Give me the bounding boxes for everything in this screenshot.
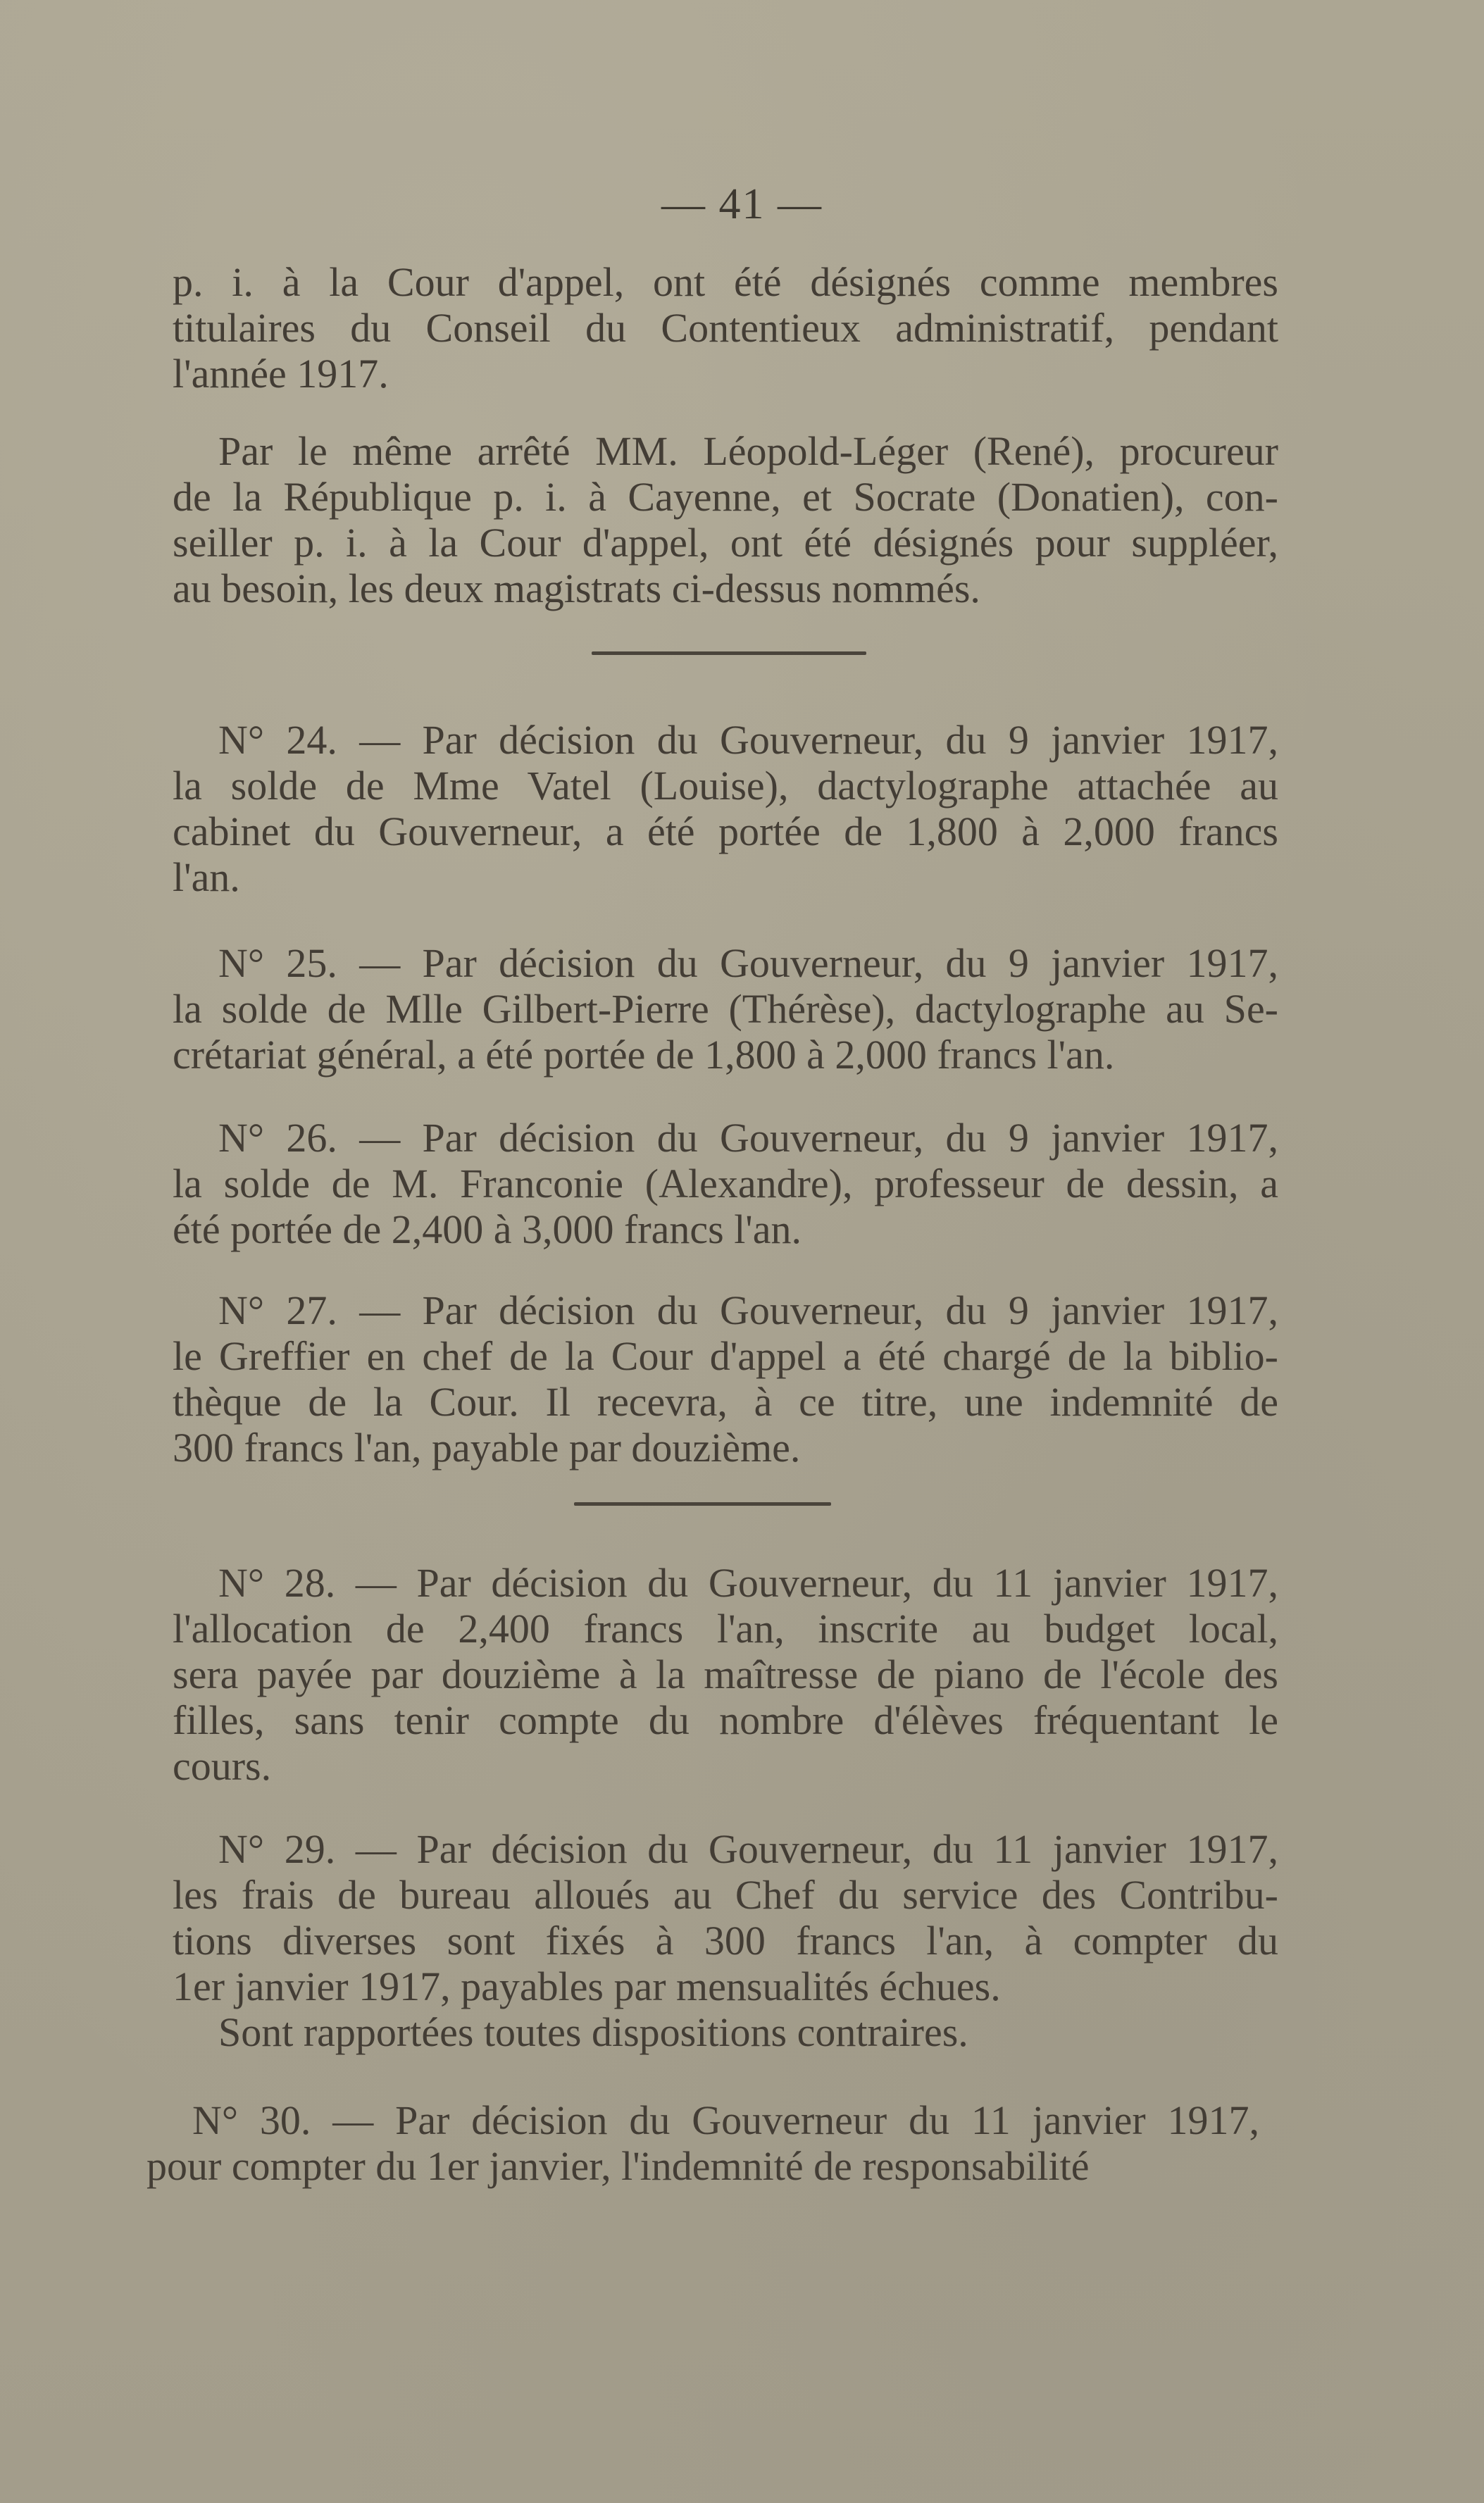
decision-28	[173, 1560, 1278, 1789]
paragraph-2	[173, 428, 1278, 611]
paragraph-line: tions diverses sont fixés à 300 francs l'an, à compter du	[173, 1918, 1278, 1964]
paragraph-line: l'année 1917.	[173, 351, 389, 397]
decision-27	[173, 1287, 1278, 1471]
paragraph-line: N° 30. — Par décision du Gouverneur du 11 janvier 1917,	[192, 2097, 1259, 2143]
paragraph-line: 1er janvier 1917, payables par mensualités échues.	[173, 1964, 1001, 2009]
paragraph-line: N° 27. — Par décision du Gouverneur, du 9 janvier 1917,	[218, 1287, 1278, 1333]
paragraph-line: pour compter du 1er janvier, l'indemnité de responsabilité	[146, 2143, 1090, 2189]
paragraph-line: la solde de Mme Vatel (Louise), dactylographe attachée au	[173, 763, 1278, 809]
paragraph-line: N° 24. — Par décision du Gouverneur, du 9 janvier 1917,	[218, 717, 1278, 763]
paragraph-line: la solde de Mlle Gilbert-Pierre (Thérèse), dactylographe au Se-	[173, 986, 1278, 1032]
separator-rule	[574, 1502, 831, 1506]
decision-26	[173, 1115, 1278, 1252]
paragraph-line: 300 francs l'an, payable par douzième.	[173, 1425, 801, 1471]
paragraph-line: de la République p. i. à Cayenne, et Socrate (Donatien), con-	[173, 474, 1278, 520]
paragraph-line: crétariat général, a été portée de 1,800 à 2,000 francs l'an.	[173, 1032, 1115, 1078]
paragraph-line: l'allocation de 2,400 francs l'an, inscrite au budget local,	[173, 1606, 1278, 1652]
paragraph-line: N° 26. — Par décision du Gouverneur, du 9 janvier 1917,	[218, 1115, 1278, 1161]
paragraph-line: thèque de la Cour. Il recevra, à ce titre, une indemnité de	[173, 1379, 1278, 1425]
paragraph-line: N° 28. — Par décision du Gouverneur, du 11 janvier 1917,	[218, 1560, 1278, 1606]
paragraph-line: seiller p. i. à la Cour d'appel, ont été désignés pour suppléer,	[173, 520, 1278, 566]
decision-25	[173, 940, 1278, 1078]
paragraph-line: au besoin, les deux magistrats ci-dessus nommés.	[173, 566, 980, 611]
decision-29	[173, 1826, 1278, 2055]
paragraph-line: Par le même arrêté MM. Léopold-Léger (René), procureur	[218, 428, 1278, 474]
paragraph-line: cours.	[173, 1743, 272, 1789]
decision-24	[173, 717, 1278, 900]
paragraph-line: filles, sans tenir compte du nombre d'élèves fréquentant le	[173, 1697, 1278, 1743]
paragraph-line: le Greffier en chef de la Cour d'appel a été chargé de la biblio-	[173, 1333, 1278, 1379]
paragraph-line: les frais de bureau alloués au Chef du service des Contribu-	[173, 1872, 1278, 1918]
paragraph-line: cabinet du Gouverneur, a été portée de 1,800 à 2,000 francs	[173, 809, 1278, 854]
paragraph-line: la solde de M. Franconie (Alexandre), professeur de dessin, a	[173, 1161, 1278, 1206]
paragraph-line: l'an.	[173, 854, 240, 900]
decision-30	[146, 2097, 1259, 2189]
paragraph-line: N° 29. — Par décision du Gouverneur, du 11 janvier 1917,	[218, 1826, 1278, 1872]
paragraph-line: N° 25. — Par décision du Gouverneur, du 9 janvier 1917,	[218, 940, 1278, 986]
paragraph-line: Sont rapportées toutes dispositions contraires.	[218, 2009, 968, 2055]
paragraph-line: p. i. à la Cour d'appel, ont été désignés comme membres	[173, 259, 1278, 305]
paragraph-line: titulaires du Conseil du Contentieux administratif, pendant	[173, 305, 1278, 351]
separator-rule	[592, 651, 866, 655]
paragraph-1	[173, 259, 1278, 397]
page-number: — 41 —	[661, 180, 823, 228]
paragraph-line: sera payée par douzième à la maîtresse de piano de l'école des	[173, 1652, 1278, 1697]
paragraph-line: été portée de 2,400 à 3,000 francs l'an.	[173, 1206, 802, 1252]
